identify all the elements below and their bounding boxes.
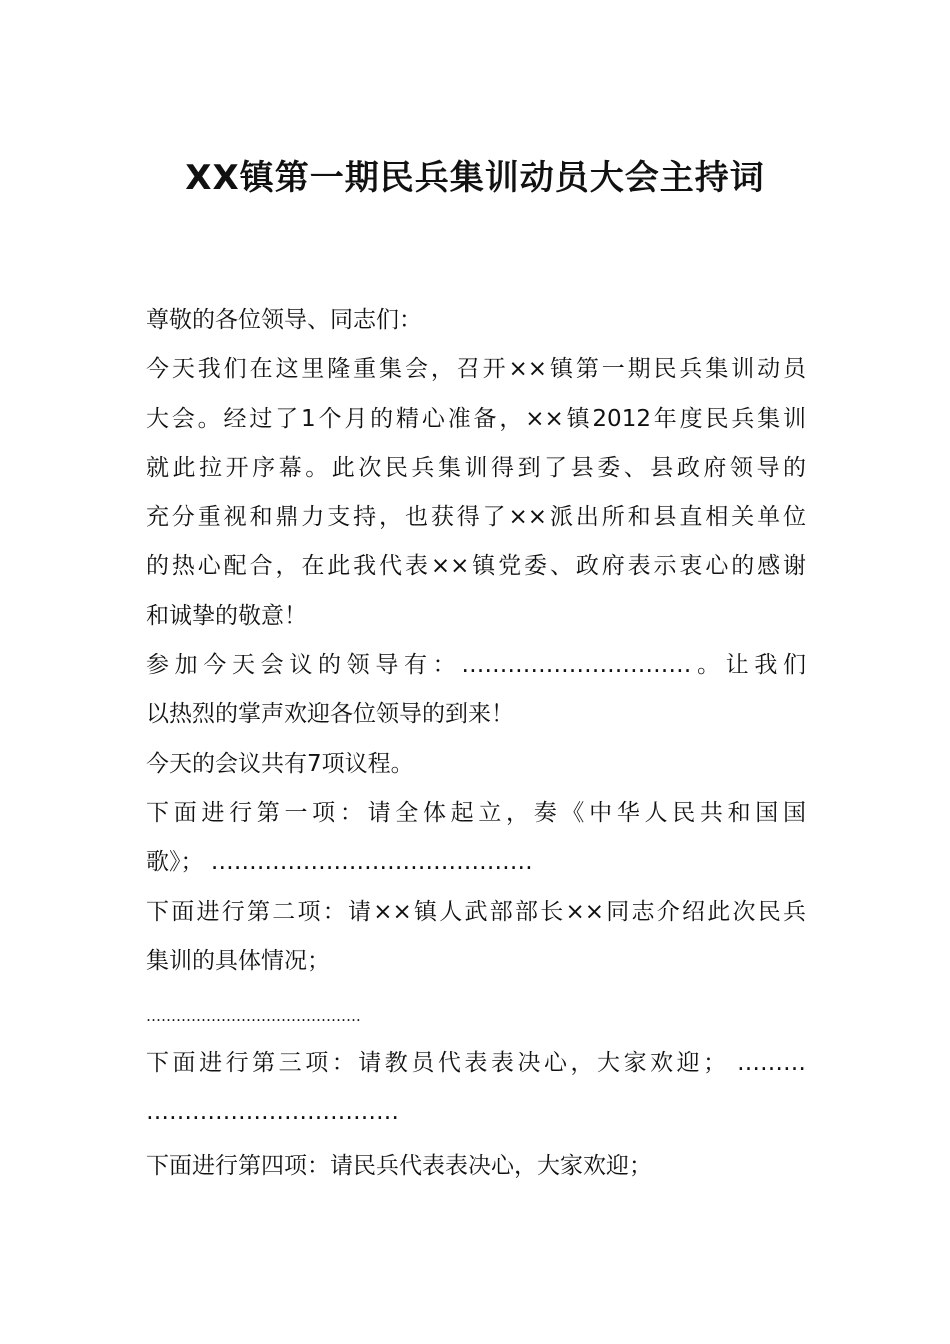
paragraph-line: 充分重视和鼎力支持，也获得了××派出所和县直相关单位 [146,504,806,531]
paragraph-line: 集训的具体情况； [146,947,330,974]
paragraph-line: …………………………… [146,1099,399,1126]
paragraph-line: 下面进行第二项：请××镇人武部部长××同志介绍此次民兵 [146,898,806,925]
paragraph-line: 歌》； …………………………………… [146,849,533,876]
paragraph-line: 的热心配合，在此我代表××镇党委、政府表示衷心的感谢 [146,553,806,580]
paragraph-line: 下面进行第三项：请教员代表表决心，大家欢迎； ……… [146,1050,806,1077]
paragraph-line: 以热烈的掌声欢迎各位领导的到来！ [146,701,514,728]
paragraph-line: 下面进行第四项：请民兵代表表决心，大家欢迎； [146,1152,652,1179]
paragraph-line: 尊敬的各位领导、同志们： [146,307,422,333]
document-body [146,296,806,1194]
paragraph-line: 和诚挚的敬意！ [146,602,307,629]
paragraph-line: 就此拉开序幕。此次民兵集训得到了县委、县政府领导的 [146,454,806,481]
paragraph-line: 今天我们在这里隆重集会，召开××镇第一期民兵集训动员 [146,356,806,383]
paragraph-line: 今天的会议共有7项议程。 [146,750,414,777]
paragraph-line: 大会。经过了1个月的精心准备，××镇2012年度民兵集训 [146,405,806,432]
paragraph-line: 参加今天会议的领导有：…………………………。让我们 [146,652,806,679]
document-title: XX镇第一期民兵集训动员大会主持词 [185,158,765,198]
paragraph-line: 下面进行第一项：请全体起立，奏《中华人民共和国国 [146,799,806,826]
ellipsis-line: ……………………………………. [146,1007,361,1026]
